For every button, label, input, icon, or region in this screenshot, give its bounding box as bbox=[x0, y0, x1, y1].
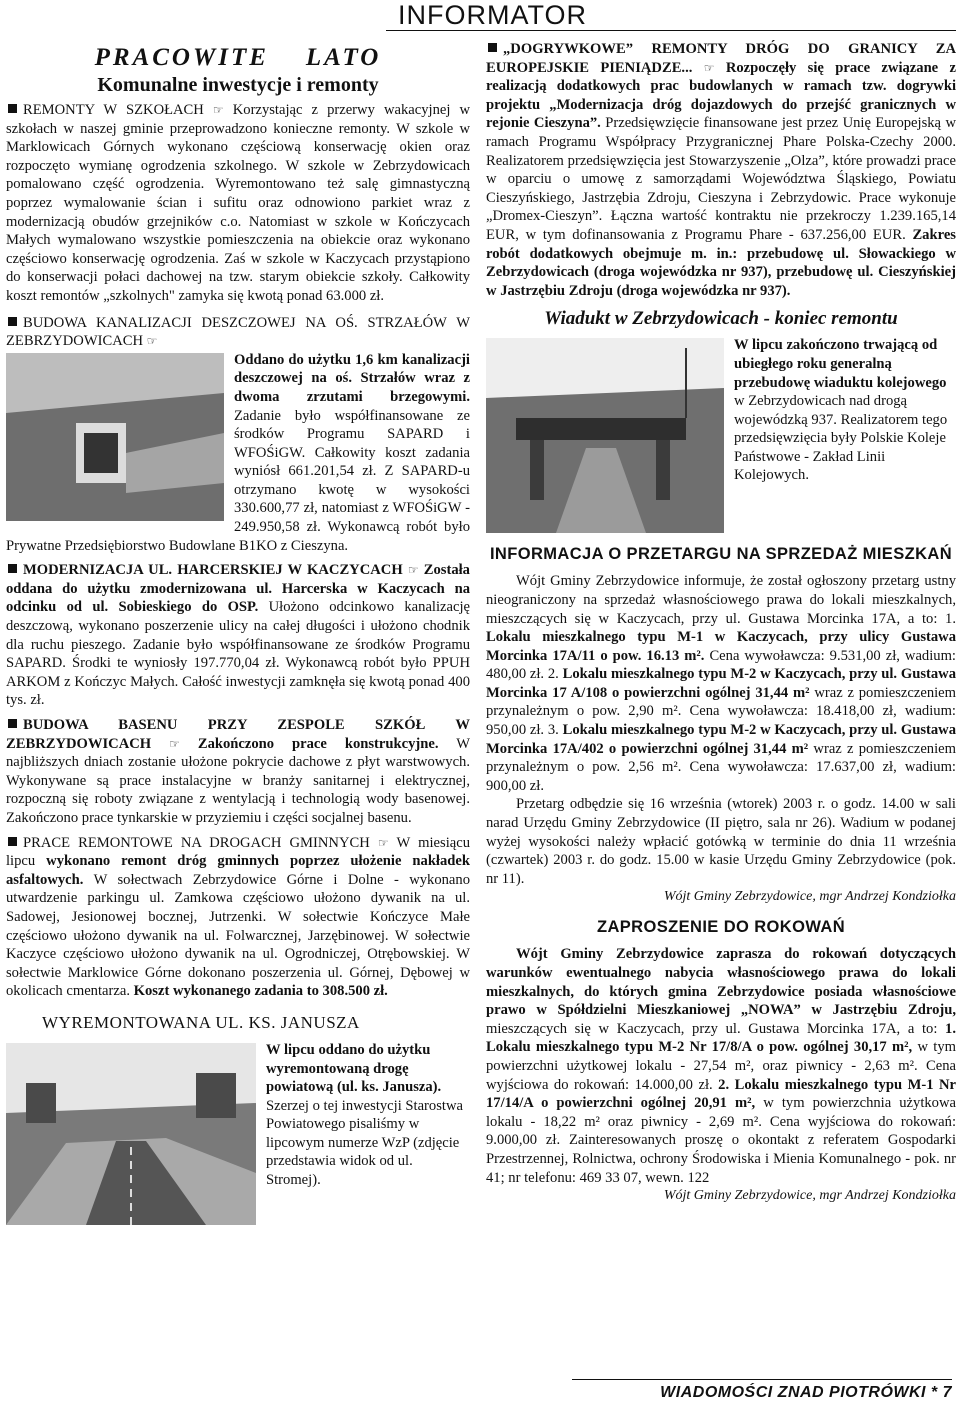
viaduct-photo bbox=[486, 338, 724, 533]
black-square-icon bbox=[8, 564, 17, 573]
tender-text-f: Lokalu mieszkalnego typu M-2 w Kaczycach, przy ul. Gustawa Morcinka 17A/402 o powierzchni ogólnej 31,44 m² bbox=[486, 722, 956, 757]
drainage-bold: Oddano do użytku 1,6 km kanalizacji deszczowej na oś. Strzałów wraz z dwoma zrzutami brzegowymi. bbox=[234, 351, 470, 405]
schools-body: Korzystając z przerwy wakacyjnej w szkołach w naszej gminie przeprowadzono konieczne remonty. W szkole w Marklowicach Górnych wykonano częściową konserwację okien oraz rozpoczęto wymianę ogrodzenia szkolnego. W szkole w Zebrzydowicach pomalowano część ogrodzenia. Wyremontowano też salę gimnastyczną poprzez wymalowanie ścian i sufitu oraz odnowiono parkiet wraz z modernizacją obudów grzejników c.o. Natomiast w szkole w Kończycach Małych wymalowano wszystkie pomieszczenia na obiekcie oraz wykonano częściowo konserwację ogrodzenia. Zaś w szkole w Kaczycach przystąpiono do konserwacji połaci dachowej na tzw. starym obiekcie szkoły. Całkowity koszt remontów „szkolnych" zamyka się kwotą ponad 63.000 zł. bbox=[6, 102, 471, 304]
pointing-hand-icon: ☞ bbox=[703, 60, 715, 75]
invite-text-e: w tym powierzchnia użytkowa lokalu - 18,22 m² oraz piwnicy - 2,69 m². Cena wyjściowa do rokowań: 9.000,00 zł. Zainteresowanych proszę o okontakt z referatem Gospodarki Przestrzennej, Rolnictwa, ochrony Środowiska i Mienia Komunalnego - pok. nr 41; nr telefonu: 469 33 07, wewn. 122 bbox=[486, 1095, 956, 1186]
article-subtitle: Komunalne inwestycje i remonty bbox=[97, 74, 379, 96]
header-rule bbox=[386, 30, 956, 31]
drainage-heading: BUDOWA KANALIZACJI DESZCZOWEJ NA OŚ. STRZAŁÓW W ZEBRZYDOWICACH bbox=[6, 314, 470, 350]
black-square-icon bbox=[8, 719, 17, 728]
tender-text-a: Wójt Gminy Zebrzydowice informuje, że został ogłoszony przetarg ustny nieograniczony na sprzedaż własnościowego prawa do lokali mieszkalnych, mieszczących się w Kaczycach, przy ul. Gustawa Morcinka 17A, a to: 1. bbox=[486, 573, 956, 627]
janusza-street-photo bbox=[6, 1043, 256, 1225]
harcerska-bold: Została oddana do użytku zmodernizowana ul. Harcerska w Kaczycach na odcinku od ul. Sobieskiego do OSP. bbox=[6, 562, 470, 616]
paragraph-drainage-heading bbox=[6, 314, 470, 351]
invite-text-c: w tym powierzchni użytkowej lokalu - 27,54 m², oraz piwnicy - 2,63 m². Cena wyjściowa do rokowań: 14.000,00 zł. bbox=[486, 1039, 957, 1093]
invite-text-d: 2. Lokalu mieszkalnego typu M-1 Nr 17/14/A o powierzchni ogólnej 20,91 m², bbox=[486, 1076, 957, 1112]
harcerska-body: Ułożono odcinkowo kanalizację deszczową, wykonano poszerzenie ulicy na całej długości i ułożono chodnik dla ruchu pieszego. Zadanie było współfinansowane ze środków Programu SAPARD. Środki te wyniosły 197.770,04 zł. Wykonawcą robót było PPUH ARKOM z Kończyc Małych. Całość inwestycji zamknęła się kwotą ponad 400 tys. zł. bbox=[6, 599, 471, 709]
black-square-icon bbox=[8, 837, 17, 846]
pointing-hand-icon: ☞ bbox=[169, 736, 180, 751]
pool-body: W najbliższych dniach zostanie ułożone pokrycie dachowe z płyt warstwowych. Wykonywane są prace instalacyjne w branży sanitarnej i elektrycznej, rozpoczną się roboty związane z wentylacją i technologią wody basenowej. Zakończono prace tynkarskie w przyziemiu i części socjalnej basenu. bbox=[6, 735, 470, 826]
black-square-icon bbox=[8, 104, 17, 113]
janusza-body: Szerzej o tej inwestycji Starostwa Powiatowego pisaliśmy w lipcowym numerze WzP (zdjęcie przedstawia widok od ul. Stromej). bbox=[266, 1097, 463, 1189]
header-title: INFORMATOR bbox=[398, 0, 587, 30]
viaduct-bold: W lipcu zakończono trwającą od ubiegłego roku generalną przebudowę wiaduktu kolejowego bbox=[734, 337, 947, 391]
roads-pre: W miesiącu lipcu bbox=[6, 834, 471, 870]
paragraph-roads bbox=[6, 834, 470, 1001]
invite-title: ZAPROSZENIE DO ROKOWAŃ bbox=[596, 918, 846, 937]
black-square-icon bbox=[8, 317, 17, 326]
tender-title: INFORMACJA O PRZETARGU NA SPRZEDAŻ MIESZKAŃ bbox=[489, 545, 953, 564]
left-column bbox=[6, 40, 470, 1229]
roads-bold: wykonano remont dróg gminnych poprzez ułożenie nakładek asfaltowych. bbox=[6, 853, 470, 888]
eu-roads-body: Przedsięwzięcie finansowane jest przez Unię Europejską w ramach Programu Współpracy Przygranicznej Phare Polska-Czechy 2000. Realizatorem przedsięwzięcia jest Stowarzyszenie „Olza”, które prowadzi prace w oparciu o umowę z samorządami Województwa Śląskiego, Powiatu Cieszyńskiego, Jastrzębia Zdroju, Cieszyna i Zebrzydowic. Prace wykonuje „Dromex-Cieszyn”. Łączna wartość kontraktu nie przekroczy 1.239.165,14 EUR, w tym dofinansowania z Programu Phare - 637.256,00 EUR. bbox=[486, 115, 956, 243]
invite-text-b: 1. Lokalu mieszkalnego typu M-2 Nr 17/8/A o pow. ogólnej 30,17 m², bbox=[486, 1020, 956, 1056]
schools-heading: REMONTY W SZKOŁACH bbox=[23, 102, 204, 118]
janusza-bold: W lipcu oddano do użytku wyremontowaną drogę powiatową (ul. ks. Janusza). bbox=[266, 1041, 442, 1096]
article-title: PRACOWITE LATO bbox=[94, 44, 382, 71]
footer-rule bbox=[572, 1379, 952, 1380]
roads-end: Koszt wykonanego zadania to 308.500 zł. bbox=[133, 983, 388, 1000]
eu-roads-end: Zakres robót dodatkowych obejmuje m. in.: przebudowę ul. Słowackiego w Zebrzydowicach (droga wojewódzka nr 937), przebudowę ul. Cieszyńskiej w Jastrzębiu Zdroju (droga wojewódzka nr 937). bbox=[486, 226, 956, 299]
tender-text-c: Cena wywoławcza: 9.531,00 zł, wadium: 480,00 zł. 2. bbox=[486, 647, 956, 683]
tender-signature: Wójt Gminy Zebrzydowice, mgr Andrzej Kondziołka bbox=[663, 889, 956, 905]
eu-roads-bold: Rozpoczęły się prace związane z realizacją dodatkowych prac budowlanych w ramach tzw. dogrywki projektu „Modernizacja dróg dojazdowych do przejść granicznych w rejonie Cieszyna”. bbox=[486, 59, 956, 132]
drainage-body: Zadanie było współfinansowane ze środków Programu SAPARD i WFOŚiGW. Całkowity koszt zadania wyniósł 661.201,54 zł. Z SAPARD-u otrzymano kwotę w wysokości 330.600,77 zł, natomiast z WFOŚiGW - 249.950,58 zł. Wykonawcą robót było Prywatne Przedsiębiorstwo Budowlane B1KO z Cieszyna. bbox=[6, 407, 470, 554]
tender-text-g: wraz z pomieszczeniem przynależnym o pow. 2,56 m². Cena wywoławcza: 17.637,00 zł, wadium: 900,00 zł. bbox=[486, 740, 956, 794]
pointing-hand-icon: ☞ bbox=[407, 563, 419, 578]
invite-paragraph bbox=[486, 945, 956, 1187]
pointing-hand-icon: ☞ bbox=[146, 334, 158, 349]
roads-heading: PRACE REMONTOWE NA DROGACH GMINNYCH bbox=[23, 834, 370, 851]
tender-text-d: Lokalu mieszkalnego typu M-2 w Kaczycach, przy ul. Gustawa Morcinka 17 A/108 o powierzchni ogólnej 31,44 m² bbox=[486, 666, 956, 701]
invite-signature: Wójt Gminy Zebrzydowice, mgr Andrzej Kondziołka bbox=[663, 1188, 956, 1204]
eu-roads-heading: „DOGRYWKOWE” REMONTY DRÓG DO GRANICY ZA EUROPEJSKIE PIENIĄDZE... bbox=[486, 41, 956, 76]
drainage-photo bbox=[6, 353, 224, 521]
pool-heading: BUDOWA BASENU PRZY ZESPOLE SZKÓŁ W ZEBRZYDOWICACH bbox=[6, 717, 470, 752]
tender-paragraph-2: Przetarg odbędzie się 16 września (wtorek) 2003 r. o godz. 14.00 w sali narad Urzędu Gminy Zebrzydowice (II piętro, sala nr 26). Wadium w podanej wyżej wysokości należy wpłacić gotówką w terminie do dnia 11 września (czwartek) 2003 r. do godz. 15.00 w kasie Urzędu Gminy Zebrzydowice (pok. nr 11). bbox=[486, 796, 956, 887]
viaduct-title: Wiadukt w Zebrzydowicach - koniec remontu bbox=[544, 308, 898, 330]
paragraph-harcerska bbox=[6, 561, 470, 710]
tender-paragraph-1 bbox=[486, 572, 956, 795]
viaduct-body: w Zebrzydowicach nad drogą wojewódzką 937. Realizatorem tego przedsięwzięcia były Polskie Koleje Państwowe - Zakład Linii Kolejowych. bbox=[734, 393, 948, 484]
page-footer: WIADOMOŚCI ZNAD PIOTRÓWKI * 7 bbox=[660, 1384, 952, 1401]
roads-body: W sołectwach Zebrzydowice Górne i Dolne - wykonano utwardzenie parkingu ul. Zamkowa częściowo ułożono dywanik na ul. Sadowej, Jesionowej bocznej, Jutrzenki. W sołectwie Kończyce Małe częściowo ułożono dywanik na ul. Folwarcznej, Jarzębinowej. W sołectwie Kaczyce częściowo ułożono dywanik na ul. Ogrodniczej, Otrębowskiej. W sołectwie Marklowice Górne dokonano poszerzenia ul. Górnej, Dębowej w okolicach cmentarza. bbox=[6, 871, 470, 1000]
janusza-title: WYREMONTOWANA UL. KS. JANUSZA bbox=[42, 1012, 360, 1032]
pool-bold: Zakończono prace konstrukcyjne. bbox=[197, 735, 439, 752]
pointing-hand-icon: ☞ bbox=[212, 103, 224, 117]
tender-text-b: Lokalu mieszkalnego typu M-1 w Kaczycach, przy ulicy Gustawa Morcinka 17A/11 o pow. 16.13 m². bbox=[486, 629, 956, 664]
harcerska-heading: MODERNIZACJA UL. HARCERSKIEJ W KACZYCACH bbox=[23, 562, 403, 579]
invite-text-a: mieszczących się w Kaczycach, przy ul. Gustawa Morcinka 17A, a to: bbox=[486, 1020, 938, 1037]
black-square-icon bbox=[488, 43, 497, 52]
right-column bbox=[486, 40, 956, 1205]
paragraph-schools bbox=[6, 101, 470, 306]
tender-text-e: wraz z pomieszczeniem przynależnym o pow. 2,90 m². Cena wywoławcza: 18.418,00 zł, wadium: 950,00 zł. 3. bbox=[486, 684, 956, 739]
paragraph-pool bbox=[6, 716, 470, 828]
pointing-hand-icon: ☞ bbox=[377, 835, 389, 850]
invite-bold: Wójt Gminy Zebrzydowice zaprasza do rokowań dotyczących warunków ewentualnego nabycia własnościowego prawa do lokali mieszkalnych, do których gmina Zebrzydowice posiada własnościowe prawo w Spółdzielni Mieszkaniowej „NOWA” w Jastrzębiu Zdroju, bbox=[486, 946, 956, 1019]
paragraph-eu-roads bbox=[486, 40, 956, 300]
